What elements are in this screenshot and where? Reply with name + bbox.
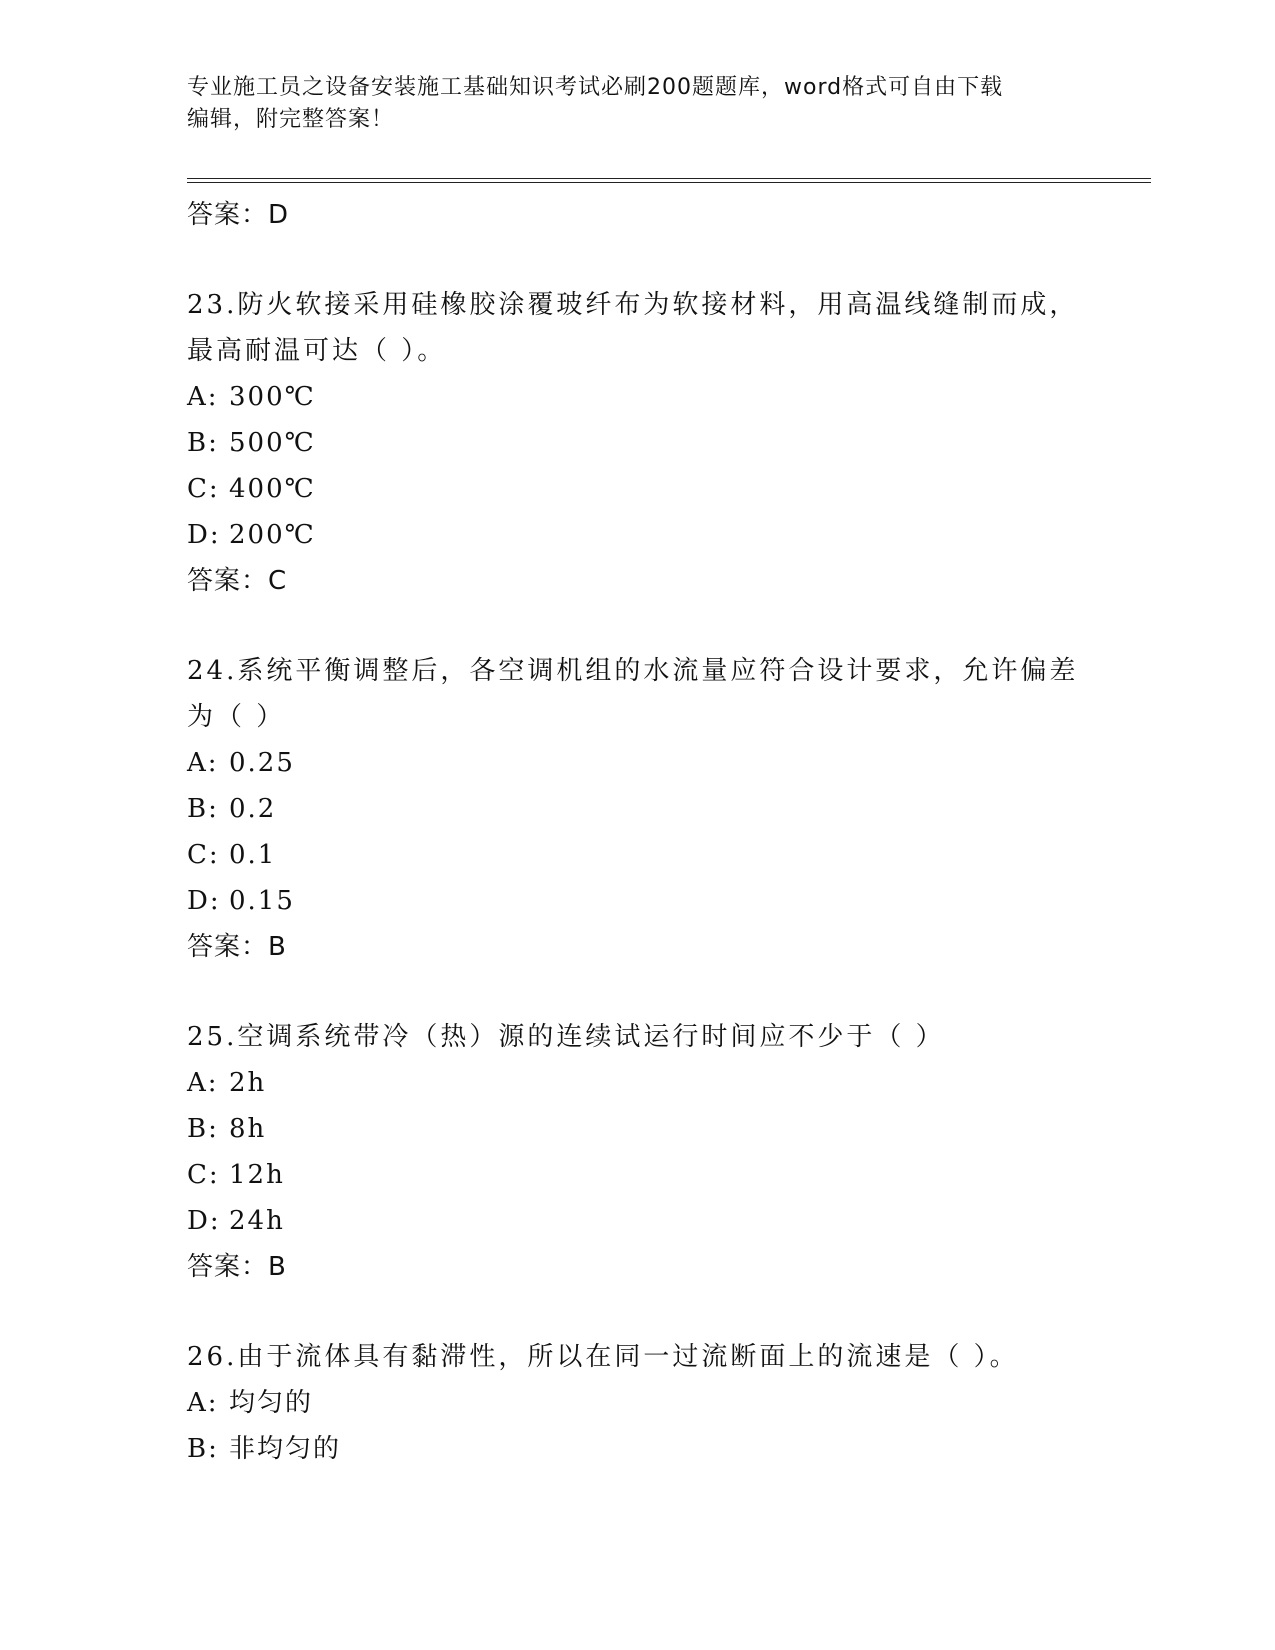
option-label: C: (187, 840, 220, 870)
header-title-line-2: 编辑，附完整答案！ (187, 107, 395, 132)
option-label: A: (187, 748, 219, 778)
question-text-line: 23.防火软接采用硅橡胶涂覆玻纤布为软接材料，用高温线缝制而成， (187, 290, 1079, 320)
option-label: A: (187, 382, 219, 412)
option-text: 8h (229, 1114, 267, 1144)
option-d (187, 512, 1087, 558)
answer-line: 答案：D (187, 200, 290, 230)
answer-line: 答案：B (187, 932, 287, 962)
option-label: D: (187, 886, 221, 916)
option-text: 0.25 (229, 748, 295, 778)
answer-line: 答案：C (187, 566, 288, 596)
option-c (187, 466, 1087, 512)
option-text: 200℃ (229, 520, 316, 550)
option-label: D: (187, 1206, 221, 1236)
option-label: A: (187, 1068, 219, 1098)
document-header (187, 72, 1087, 136)
question-25 (187, 1014, 1087, 1060)
option-text: 12h (229, 1160, 285, 1190)
header-title-line-1: 专业施工员之设备安装施工基础知识考试必刷200题题库，word格式可自由下载 (187, 75, 1004, 100)
option-c (187, 1152, 1087, 1198)
option-text: 300℃ (229, 382, 316, 412)
header-divider (187, 178, 1151, 183)
option-text: 均匀的 (229, 1388, 314, 1418)
option-d (187, 878, 1087, 924)
option-text: 0.1 (229, 840, 277, 870)
option-a (187, 1380, 1087, 1426)
option-label: B: (187, 1434, 219, 1464)
question-text-line: 26.由于流体具有黏滞性，所以在同一过流断面上的流速是（ ）。 (187, 1342, 1019, 1372)
question-24 (187, 648, 1087, 740)
option-text: 0.2 (229, 794, 277, 824)
question-text-line: 最高耐温可达（ ）。 (187, 336, 447, 366)
question-text-line: 25.空调系统带冷（热）源的连续试运行时间应不少于（ ） (187, 1022, 945, 1052)
option-text: 2h (229, 1068, 267, 1098)
question-text-line: 24.系统平衡调整后，各空调机组的水流量应符合设计要求，允许偏差 (187, 656, 1079, 686)
answer-line: 答案：B (187, 1252, 287, 1282)
question-23 (187, 282, 1087, 374)
option-label: C: (187, 1160, 220, 1190)
option-a (187, 374, 1087, 420)
option-text: 非均匀的 (229, 1434, 342, 1464)
question-text-line: 为（ ） (187, 702, 286, 732)
option-a (187, 740, 1087, 786)
option-a (187, 1060, 1087, 1106)
option-b (187, 420, 1087, 466)
question-26 (187, 1334, 1087, 1380)
option-text: 500℃ (229, 428, 316, 458)
option-label: D: (187, 520, 221, 550)
option-b (187, 786, 1087, 832)
option-text: 24h (229, 1206, 285, 1236)
option-b (187, 1426, 1087, 1472)
option-d (187, 1198, 1087, 1244)
option-text: 0.15 (229, 886, 295, 916)
option-label: A: (187, 1388, 219, 1418)
option-label: B: (187, 794, 219, 824)
option-text: 400℃ (229, 474, 316, 504)
option-label: B: (187, 428, 219, 458)
option-c (187, 832, 1087, 878)
option-label: C: (187, 474, 220, 504)
option-label: B: (187, 1114, 219, 1144)
question-list (187, 192, 1087, 1472)
option-b (187, 1106, 1087, 1152)
